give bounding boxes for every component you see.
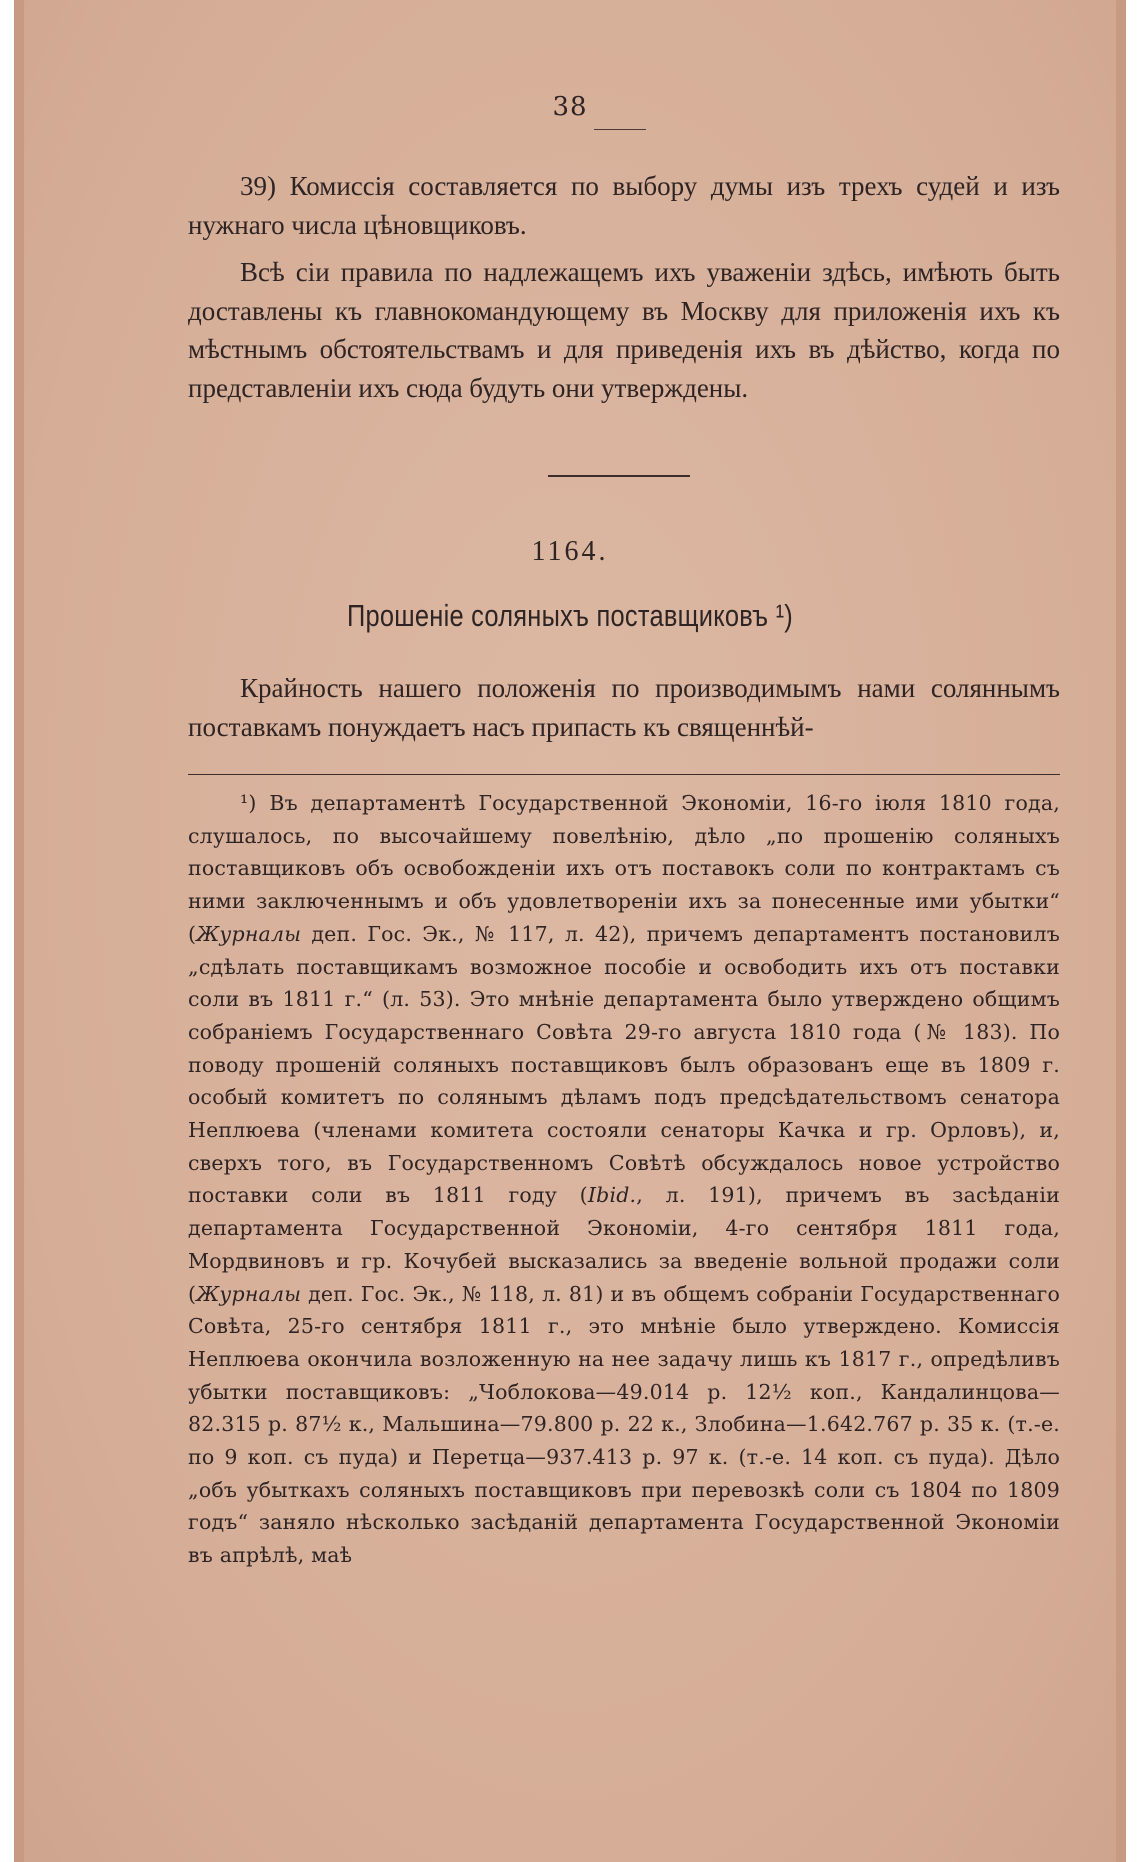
footnote-ibid: Ibid. <box>587 1183 637 1208</box>
page-number: 38 <box>552 92 588 122</box>
footnote-rule <box>188 774 1060 775</box>
paragraph-petition-start: Крайность нашего положенія по производимымъ нами соляннымъ поставкамъ понуждаетъ насъ припасть къ священнѣй- <box>188 673 1060 742</box>
document-title <box>103 598 1038 634</box>
document-number: 1164. <box>531 536 609 567</box>
footnote-text-part-4: деп. Гос. Эк., № 118, л. 81) и въ общемъ собраніи Государственнаго Совѣта, 25-го сентября 1811 г., это мнѣніе было утверждено. Комиссія Неплюева окончила возложенную на нее задачу лишь къ 1817 г., опредѣливъ убытки поставщиковъ: „Чоблокова—49.014 р. 12½ коп., Кандалинцова—82.315 р. 87½ к., Мальшина—79.800 р. 22 к., Злобина—1.642.767 р. 35 к. (т.-е. по 9 коп. съ пуда) и Перетца—937.413 р. 97 к. (т.-е. 14 коп. съ пуда). Дѣло „объ убыткахъ соляныхъ поставщиковъ при перевозкѣ соли съ 1804 по 1809 годъ“ заняло нѣсколько засѣданій департамента Государственной Экономіи въ апрѣлѣ, маѣ <box>188 1281 1060 1568</box>
footnote-journal-ref-1: Журналы <box>196 921 302 946</box>
footnote-journal-ref-2: Журналы <box>196 1281 302 1306</box>
footnote-text-part-1: Въ департаментѣ Государственной Экономіи, 16-го іюля 1810 года, слушалось, по высочайшему повелѣнію, дѣло „по прошенію соляныхъ поставщиковъ объ освобожденіи ихъ отъ поставокъ соли по контрактамъ съ ними заключеннымъ и объ удовлетвореніи ихъ за понесенные ими убытки“ ( <box>188 791 1060 946</box>
paragraph-clause-39: 39) Комиссія составляется по выбору думы изъ трехъ судей и изъ нужнаго числа цѣновщиковъ. <box>188 171 1060 240</box>
footnote-text-part-3: , л. 191), причемъ въ засѣданіи департамента Государственной Экономіи, 4-го сентября 1811 года, Мордвиновъ и гр. Кочубей высказались за введеніе вольной продажи соли ( <box>188 1183 1060 1306</box>
section-separator <box>548 475 690 477</box>
document-title-footnote-ref: ¹) <box>775 598 794 633</box>
page-edge-right <box>1116 0 1126 1862</box>
footnote <box>188 787 1060 1572</box>
paragraph-rules-conclusion: Всѣ сіи правила по надлежащемъ ихъ уваженіи здѣсь, имѣють быть доставлены къ главнокомандующему въ Москву для приложенія ихъ къ мѣстнымъ обстоятельствамъ и для приведенія ихъ въ дѣйство, когда по представленіи ихъ сюда будуть они утверждены. <box>188 257 1060 403</box>
page-edge-left <box>14 0 24 1862</box>
document-title-text: Прошеніе соляныхъ поставщиковъ <box>346 598 769 633</box>
page-number-underline <box>594 129 646 130</box>
footnote-marker: ¹) <box>240 791 257 815</box>
footnote-text-part-2: деп. Гос. Эк., № 117, л. 42), причемъ департаментъ постановилъ „сдѣлать поставщикамъ возможное пособіе и освободить ихъ отъ поставки соли въ 1811 г.“ (л. 53). Это мнѣніе департамента было утверждено общимъ собраніемъ Государственнаго Совѣта 29-го августа 1810 года (№ 183). По поводу прошеній соляныхъ поставщиковъ былъ образованъ еще въ 1809 г. особый комитетъ по солянымъ дѣламъ подъ предсѣдательствомъ сенатора Неплюева (членами комитета состояли сенаторы Качка и гр. Орловъ), и, сверхъ того, въ Государственномъ Совѣтѣ обсуждалось новое устройство поставки соли въ 1811 году ( <box>188 921 1060 1208</box>
